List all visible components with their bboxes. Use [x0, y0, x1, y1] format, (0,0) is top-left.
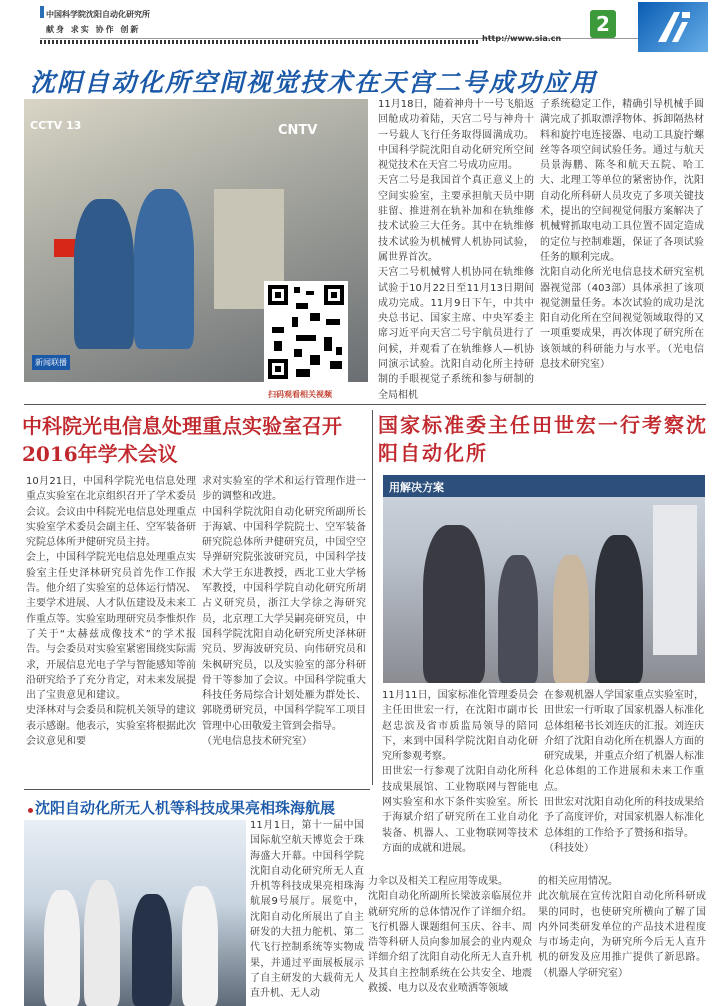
header-url[interactable]: http://www.sia.cn [482, 34, 562, 43]
person-figure [182, 886, 218, 1006]
header-dotted-rule [40, 40, 480, 44]
article1-col2: 子系统稳定工作，精确引导机械手圆满完成了抓取漂浮物体、拆卸隔热材料和旋拧电连接器、电动工具旋拧螺丝等各项空间试验任务。通过与航天员景海鹏、陈冬和航天五院、哈工大、北理工等单位的紧密协作，沈阳自动化所科研人员攻克了多项关键技术，提出的空间视觉伺服方案解决了机械臂抓取电动工具位置不固定造成的定位与控制难题，保证了各项试验任务的顺利完成。 沈阳自动化所光电信息技术研究室机器视觉部（403部）具体承担了该项视觉测量任务。本次试验的成功是沈阳自动化所在空间视觉领域取得的又一项重要成果，再次体现了研究所在该领域的科研能力与水平。（光电信息技术研究室） [540, 99, 704, 371]
article2-col2: 求对实验室的学术和运行管理作进一步的调整和改进。 中国科学院沈阳自动化研究所副所长于海斌、中国科学院院士、空军装备研究院总体所尹健研究员，中国空空导弹研究院张波研究员，中国科学技术大学王东进教授，西北工业大学杨军教授，中国科学院自动化研究所胡占义研究员，浙江大学徐之海研究员，北京理工大学吴嗣亮研究员，中国科学院沈阳自动化研究所史泽林研究员、罗海波研究员、向伟研究员和朱枫研究员，以及实验室的部分科研骨干等参加了会议。中国科学院重大科技任务局综合计划处雁为群处长、郭晓勇研究员，中国科学院军工项目管理中心田敬爱主管到会指导。 （光电信息技术研究室） [202, 476, 366, 748]
page-number: 2 [590, 10, 616, 38]
article4-col3: 的相关应用情况。 此次航展在宣传沈阳自动化所科研成果的同时，也使研究所横向了解了国内外同类研发单位的产品技术进程度与市场走向，为研究所今后无人直升机的研发及应用推广提供了新思路。（机器人学研究室） [538, 876, 706, 979]
banner-text: 用解决方案 [389, 481, 444, 494]
qr-code[interactable] [264, 281, 348, 383]
article2-title: 中科院光电信息处理重点实验室召开2016年学术会议 [22, 414, 342, 466]
article3-col2: 在参观机器人学国家重点实验室时，田世宏一行听取了国家机器人标准化总体组秘书长刘连庆的汇报。刘连庆介绍了沈阳自动化所在机器人方面的研究成果，并重点介绍了机器人标准化总体组的工作进展和未来工作重点。 田世宏对沈阳自动化所的科技成果给予了高度评价，对国家机器人标准化总体组的工作给予了赞扬和指导。 （科技处） [544, 690, 704, 854]
article1-col1: 11月18日，随着神舟十一号飞船返回舱成功着陆，天宫二号与神舟十一号载人飞行任务取得圆满成功。中国科学院沈阳自动化研究所空间视觉技术在天宫二号成功应用。 天宫二号是我国首个真正意义上的空间实验室，主要承担航天员中期驻留、推进剂在轨补加和在轨维修技术试验三大任务。其中在轨维修技术试验为机械臂人机协同试验，属世界首次。 天宫二号机械臂人机协同在轨维修试验于10月22日至11月13日期间成功完成。11月9日下午，中共中央总书记、国家主席、中央军委主席习近平向天宫二号宇航员进行了问候，并观看了在轨维修人—机协同演示试验。沈阳自动化所主持研制的手眼视觉子系统和参与研制的全局相机 [378, 99, 534, 401]
article4-col2: 力伞以及相关工程应用等成果。 沈阳自动化所副所长梁波亲临展位并就研究所的总体情况作了详细介绍。飞行机器人课题组何玉庆、谷丰、周浩等科研人员向参加展会的业内观众详细介绍了沈阳自动化所无人直升机及其自主控制系统在公共安全、地震救援、电力以及农业喷洒等领域 [368, 876, 532, 995]
header-accent-bar [40, 6, 44, 18]
article3-title: 国家标准委主任田世宏一行考察沈阳自动化所 [378, 413, 708, 465]
article4-title [28, 796, 362, 820]
article3-photo [383, 475, 705, 683]
qr-code-icon [266, 283, 346, 381]
astronaut-figure [134, 189, 194, 349]
header-org-name: 中国科学院沈阳自动化研究所 [46, 10, 150, 19]
article1-caption: 扫码观看相关视频 [268, 390, 332, 399]
bullet-dot-icon [28, 808, 33, 813]
person-figure [44, 890, 80, 1006]
person-figure [553, 555, 589, 683]
person-figure [84, 880, 120, 1006]
header-motto: 献身 求实 协作 创新 [46, 25, 141, 34]
tv-logo-cctv: CCTV 13 [30, 119, 82, 132]
divider [24, 789, 370, 790]
person-figure [595, 535, 643, 683]
tv-logo-news: 新闻联播 [32, 355, 70, 370]
divider-vertical [372, 410, 373, 785]
sia-logo-icon [652, 8, 696, 46]
astronaut-figure [74, 199, 134, 349]
article4-col1: 11月1日，第十一届中国国际航空航天博览会于珠海盛大开幕。中国科学院沈阳自动化研究所无人直升机等科技成果亮相珠海航展9号展厅。展览中，沈阳自动化所展出了自主研发的大扭力舵机、第二代飞行控制系统等实物成果，并通过平面展板展示了自主研发的大载荷无人直升机、无人动 [250, 820, 364, 1000]
article1-title: 沈阳自动化所空间视觉技术在天宫二号成功应用 [30, 68, 598, 97]
header-rule [40, 38, 680, 39]
display-stand [653, 505, 697, 655]
person-figure [132, 894, 172, 1006]
article4-title-text: 沈阳自动化所无人机等科技成果亮相珠海航展 [35, 799, 336, 817]
article2-col1: 10月21日，中国科学院光电信息处理重点实验室在北京组织召开了学术委员会议。会议由中科院光电信息处理重点实验室学术委员会副主任、空军装备研究院总体所尹健研究员主持。 会上，中国科学院光电信息处理重点实验室主任史泽林研究员首先作工作报告。他介绍了实验室的总体运行情况、主要学术进展、人才队伍建设及未来工作重点等。实验室助理研究员李惟炽作了关于“太赫兹成像技术”的学术报告。与会委员对实验室紧密围绕实际需求，开展信息光电子学与智能感知等前沿研究给予了充分肯定，对未来发展提出了宝贵意见和建议。 史泽林对与会委员和院机关领导的建议表示感谢。他表示，实验室将根据此次会议意见和要 [26, 476, 196, 748]
article4-photo [24, 820, 246, 1006]
tv-logo-cntv: CNTV [278, 123, 318, 138]
person-figure [423, 525, 485, 683]
divider [24, 404, 706, 405]
article3-col1: 11月11日，国家标准化管理委员会主任田世宏一行，在沈阳市副市长赵忠滨及省市质监局领导的陪同下，来到中国科学院沈阳自动化研究所参观考察。 田世宏一行参观了沈阳自动化所科技成果展馆、工业物联网与智能电网实验室和水下条件实验室。所长于海斌介绍了研究所在工业自动化装备、机器人、工业物联网等技术方面的成就和进展。 [382, 690, 538, 854]
person-figure [498, 555, 538, 683]
